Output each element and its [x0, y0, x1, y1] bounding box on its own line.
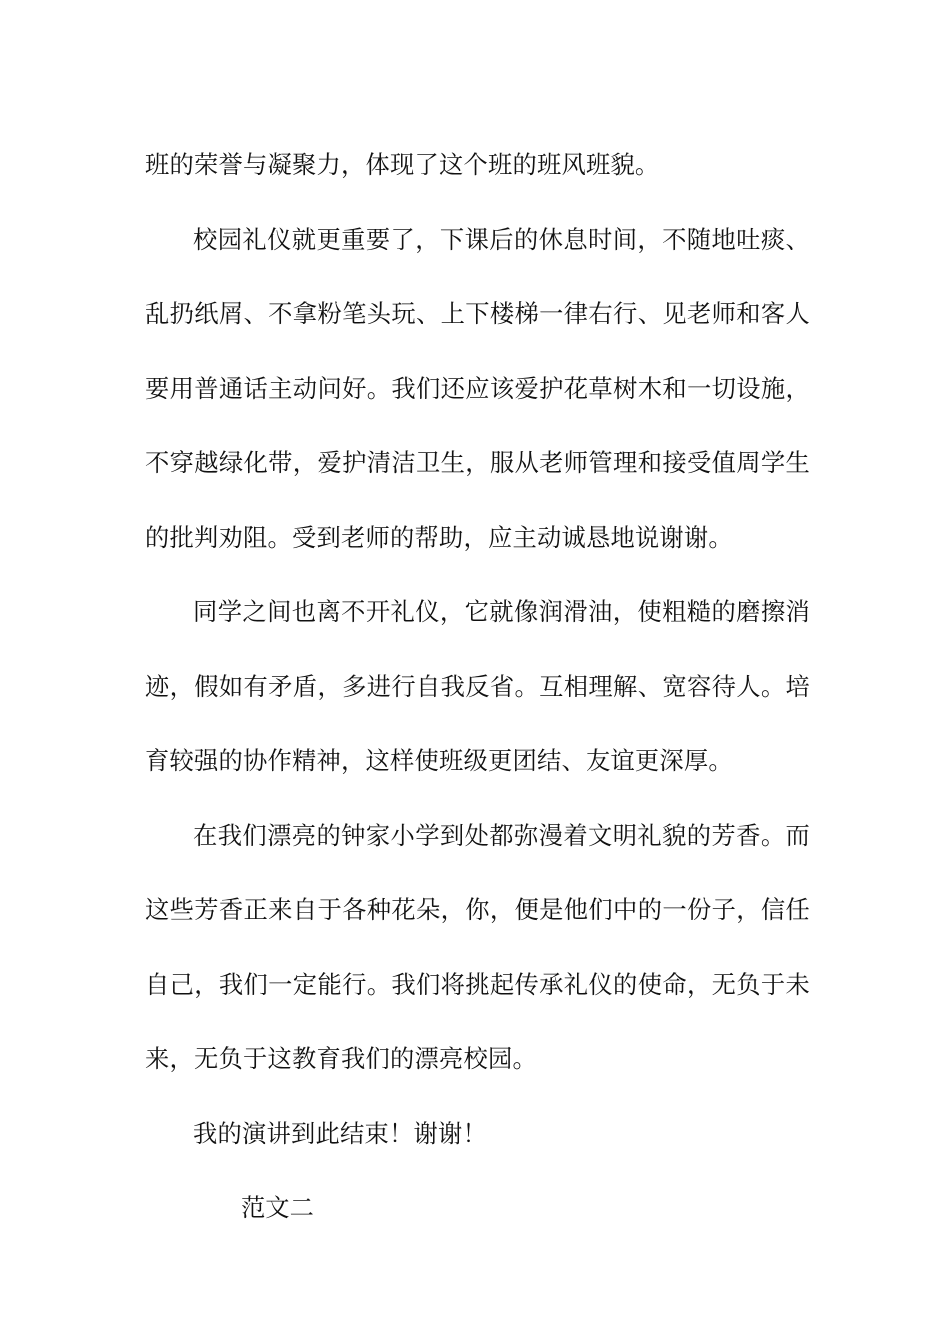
paragraph-classmate-etiquette: 同学之间也离不开礼仪，它就像润滑油，使粗糙的磨擦消迹，假如有矛盾，多进行自我反省。互相理解、宽容待人。培育较强的协作精神，这样使班级更团结、友谊更深厚。 [145, 597, 810, 775]
paragraph-campus-etiquette: 校园礼仪就更重要了，下课后的休息时间，不随地吐痰、乱扔纸屑、不拿粉笔头玩、上下楼梯一律右行、见老师和客人要用普通话主动问好。我们还应该爱护花草树木和一切设施，不穿越绿化带，爱护清洁卫生，服从老师管理和接受值周学生的批判劝阻。受到老师的帮助，应主动诚恳地说谢谢。 [145, 224, 810, 552]
paragraph-continuation: 班的荣誉与凝聚力，体现了这个班的班风班貌。 [145, 150, 660, 179]
document-body [145, 128, 810, 1246]
paragraph-school-fragrance: 在我们漂亮的钟家小学到处都弥漫着文明礼貌的芳香。而这些芳香正来自于各种花朵，你，便是他们中的一份子，信任自己，我们一定能行。我们将挑起传承礼仪的使命，无负于未来，无负于这教育我们的漂亮校园。 [145, 820, 810, 1073]
section-heading: 范文二 [241, 1193, 314, 1222]
paragraph-closing: 我的演讲到此结束！谢谢！ [193, 1118, 487, 1148]
